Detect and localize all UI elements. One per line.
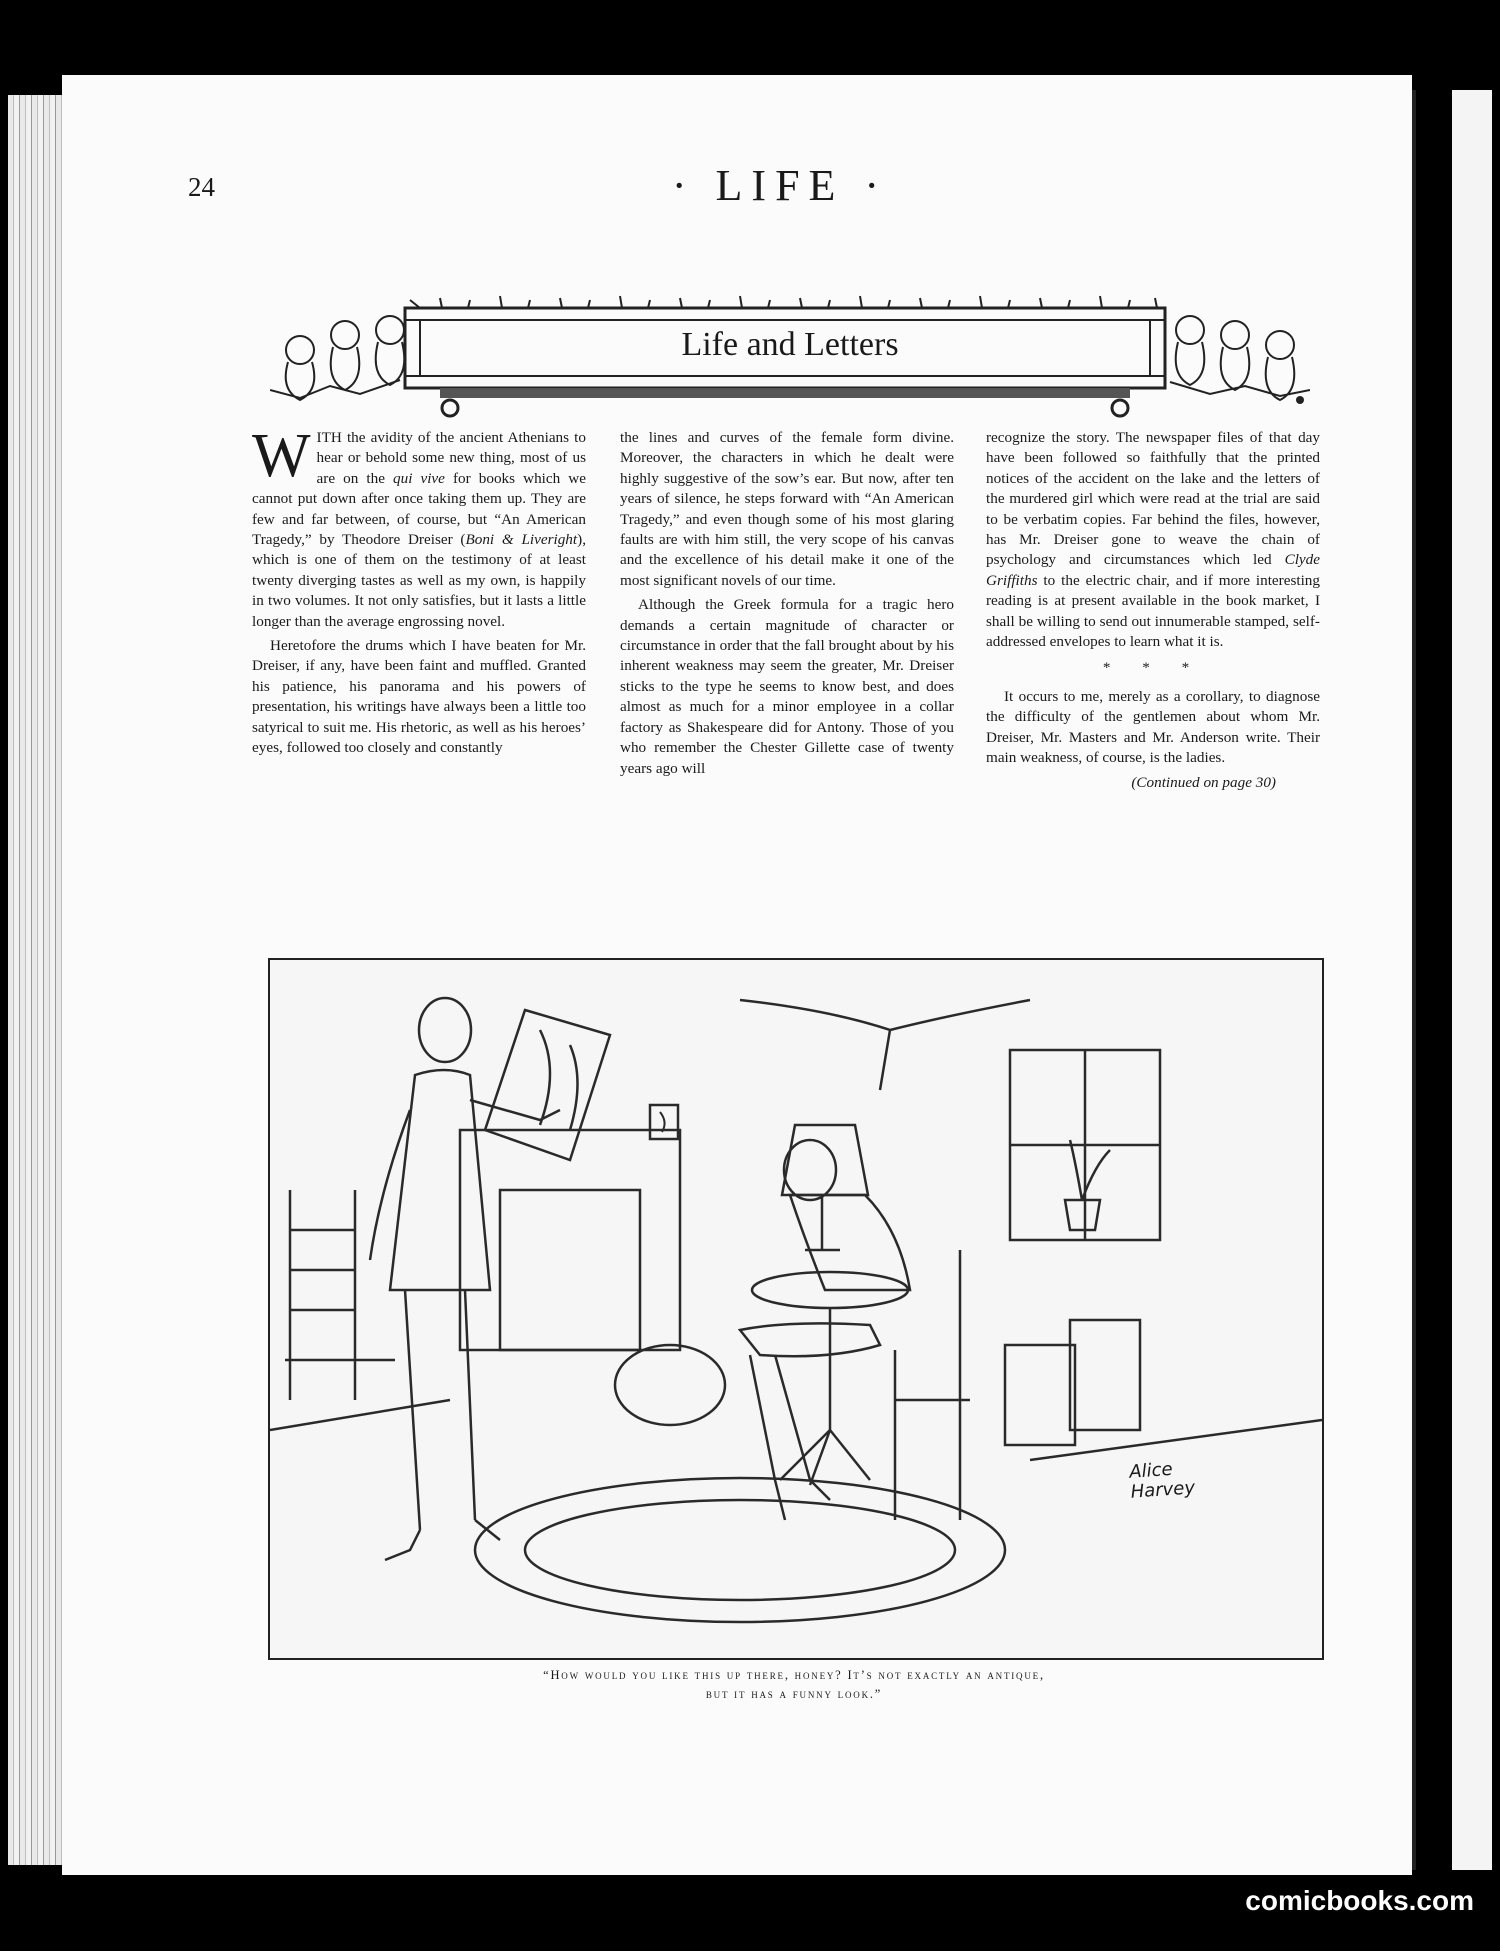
article-paragraph: Heretofore the drums which I have beaten for Mr. Dreiser, if any, have been faint and muffled. Granted his patience, his panorama and his powers of presentation, his writings have always been a little too satyrical to suit me. His rhetoric, as well as his heroes’ eyes, followed too closely and constantly (252, 637, 586, 757)
artist-signature: Alice Harvey (1128, 1458, 1196, 1503)
publisher-name: Boni & Liveright (465, 531, 578, 549)
cartoon-illustration (268, 958, 1324, 1660)
cartoon-drawing (270, 960, 1322, 1658)
section-divider: * * * (1102, 659, 1204, 677)
paragraph-text: ), which is one of them on the testimony of at least twenty diverging tastes as well as my own, is happily in two volumes. It not only satisfies, but it lasts a little longer than the average engrossing novel. (252, 531, 586, 630)
paragraph-text: to the electric chair, and if more interesting reading is at present available in the book market, I shall be willing to send out innumerable stamped, self-addressed envelopes to learn what it is. (986, 571, 1320, 651)
article-column-1 (252, 422, 586, 763)
caption-line-1: “How would you like this up there, honey? It’s not exactly an antique, (543, 1668, 1045, 1682)
facing-page-edge (1412, 90, 1500, 1870)
drop-cap: W (252, 422, 311, 490)
character-name: Clyde Griffiths (986, 551, 1320, 589)
article-paragraph (252, 422, 586, 632)
article-paragraph: Although the Greek formula for a tragic hero demands a certain magnitude of character or circumstance in order that the fall brought about by his inherent weakness may seem the greater, Mr. Dreiser sticks to the type he seems to know best, and does almost as much for a minor employee in a collar factory as Shakespeare did for Antony. Those of you who remember the Chester Gillette case of twenty years ago will (620, 596, 954, 777)
article-column-3 (986, 428, 1320, 793)
column-banner (270, 290, 1310, 420)
continued-text: (Continued on page 30) (1131, 773, 1276, 791)
cartoon-caption (268, 1666, 1320, 1704)
column-title: Life and Letters (681, 326, 899, 363)
article-paragraph: It occurs to me, merely as a corollary, to diagnose the difficulty of the gentlemen about whom Mr. Dreiser, Mr. Masters and Mr. Anderson write. Their main weakness, of course, is the ladies. (986, 687, 1320, 767)
article-paragraph (986, 428, 1320, 652)
italic-phrase: qui vive (393, 469, 445, 487)
paragraph-text: ITH the avidity of the ancient Athenians to hear or behold some new thing, most of us are on the (316, 429, 586, 487)
paragraph-text: recognize the story. The newspaper files of that day have been followed so faithfully that the printed notices of the accident on the lake and the letters of the murdered girl which were read at the trial are said to be verbatim copies. Far behind the files, however, has Mr. Dreiser gone to weave the chain of psychology and circumstances which led (986, 429, 1320, 569)
continued-note (986, 773, 1320, 793)
article-paragraph: the lines and curves of the female form divine. Moreover, the characters in which he dealt were highly suggestive of the sow’s ear. But now, after ten years of silence, he steps forward with “An American Tragedy,” and even though some of his most glaring faults are with him still, the very scope of his canvas and the excellence of his detail make it one of the most significant novels of our time. (620, 429, 954, 589)
site-watermark: comicbooks.com (1245, 1885, 1474, 1916)
caption-line-2: but it has a funny look.” (705, 1687, 883, 1701)
page-number: 24 (188, 172, 215, 202)
paragraph-text: for books which we cannot put down after once taking them up. They are few and far between, of course, but “An American Tragedy,” by Theodore Dreiser ( (252, 469, 586, 549)
masthead: · LIFE · (671, 161, 889, 210)
article-column-2 (620, 428, 954, 783)
